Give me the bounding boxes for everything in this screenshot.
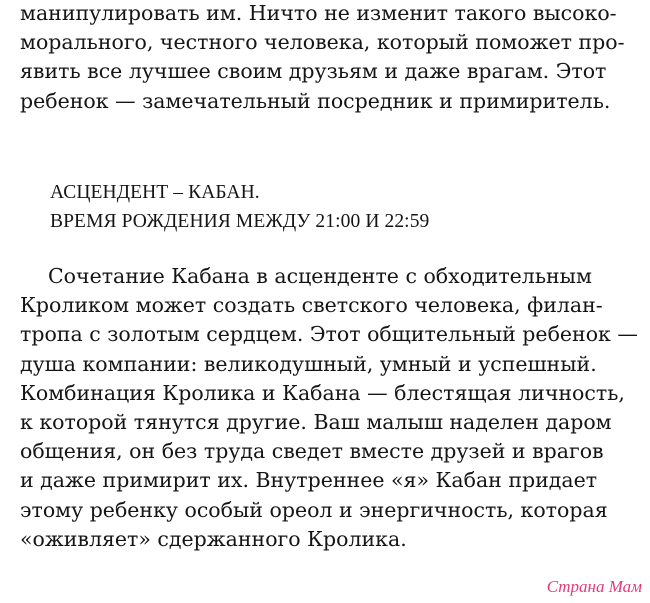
text-line: Кроликом может создать светского человека, филан- bbox=[20, 293, 603, 318]
text-line: общения, он без труда сведет вместе друзей и врагов bbox=[20, 439, 604, 464]
paragraph-main bbox=[20, 262, 640, 554]
text-line: ребенок — замечательный посредник и примиритель. bbox=[20, 88, 611, 113]
text-line: явить все лучшее своим друзьям и даже врагам. Этот bbox=[20, 59, 607, 84]
text-line: «оживляет» сдержанного Кролика. bbox=[20, 526, 407, 551]
text-line: морального, честного человека, который поможет про- bbox=[20, 30, 625, 55]
text-line: к которой тянутся другие. Ваш малыш наделен даром bbox=[20, 410, 612, 435]
text-line: манипулировать им. Ничто не изменит такого высоко- bbox=[20, 1, 617, 25]
text-line: и даже примирит их. Внутреннее «я» Кабан придает bbox=[20, 468, 598, 493]
text-line: этому ребенку особый ореол и энергичность, которая bbox=[20, 497, 608, 522]
text-line: Комбинация Кролика и Кабана — блестящая личность, bbox=[20, 380, 625, 405]
section-heading bbox=[50, 178, 429, 236]
text-line: душа компании: великодушный, умный и успешный. bbox=[20, 351, 597, 376]
heading-line-ascendant: АСЦЕНДЕНТ – КАБАН. bbox=[50, 182, 260, 203]
text-line: Сочетание Кабана в асценденте с обходительным bbox=[48, 264, 592, 288]
text-line: тропа с золотым сердцем. Этот общительный ребенок — bbox=[20, 322, 638, 347]
paragraph-continuation bbox=[20, 0, 640, 116]
site-watermark: Страна Мам bbox=[546, 577, 642, 596]
heading-line-birth-time: ВРЕМЯ РОЖДЕНИЯ МЕЖДУ 21:00 И 22:59 bbox=[50, 211, 430, 232]
